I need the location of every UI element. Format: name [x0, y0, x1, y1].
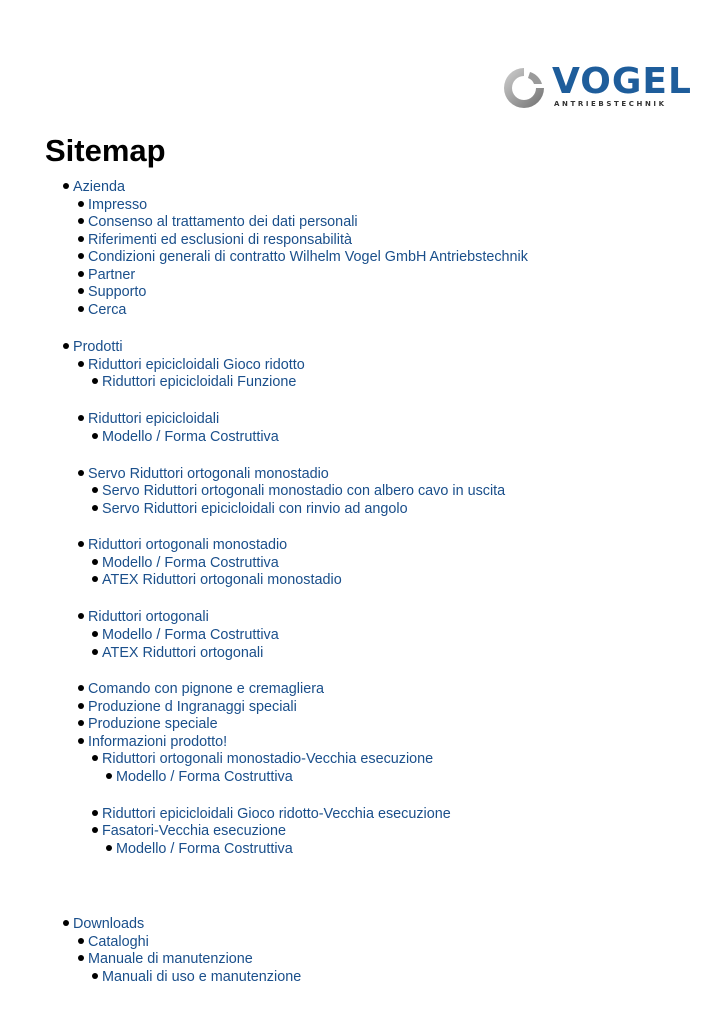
sitemap-item — [92, 428, 279, 446]
logo-tagline: ANTRIEBSTECHNIK — [554, 100, 667, 108]
sitemap-item — [92, 626, 279, 644]
sitemap-item — [78, 231, 352, 249]
sitemap-item — [78, 248, 528, 266]
bullet-icon — [92, 505, 98, 511]
sitemap-item — [78, 196, 147, 214]
bullet-icon — [78, 738, 84, 744]
bullet-icon — [63, 183, 69, 189]
sitemap-link[interactable]: Servo Riduttori ortogonali monostadio con albero cavo in uscita — [102, 483, 506, 499]
bullet-icon — [106, 773, 112, 779]
bullet-icon — [92, 631, 98, 637]
sitemap-link[interactable]: Manuali di uso e manutenzione — [102, 969, 302, 985]
sitemap-link[interactable]: Modello / Forma Costruttiva — [116, 841, 293, 857]
sitemap-item — [78, 356, 305, 374]
sitemap-item — [92, 482, 505, 500]
sitemap-link[interactable]: Partner — [88, 267, 136, 283]
sitemap-link[interactable]: Downloads — [73, 916, 145, 932]
sitemap-link[interactable]: Produzione d Ingranaggi speciali — [88, 699, 297, 715]
sitemap-link[interactable]: Consenso al trattamento dei dati personali — [88, 214, 358, 230]
bullet-icon — [63, 343, 69, 349]
bullet-icon — [78, 415, 84, 421]
bullet-icon — [78, 955, 84, 961]
sitemap-item — [92, 554, 279, 572]
bullet-icon — [92, 973, 98, 979]
bullet-icon — [92, 487, 98, 493]
sitemap-link[interactable]: Produzione speciale — [88, 716, 218, 732]
bullet-icon — [106, 845, 112, 851]
sitemap-item — [78, 950, 253, 968]
sitemap-item — [92, 822, 286, 840]
sitemap-item — [78, 536, 287, 554]
sitemap-item — [63, 178, 125, 196]
bullet-icon — [92, 559, 98, 565]
sitemap-item — [78, 283, 146, 301]
logo-wordmark: VOGEL — [552, 61, 692, 102]
sitemap-item — [92, 500, 408, 518]
sitemap-item — [78, 301, 126, 319]
sitemap-item — [78, 933, 149, 951]
bullet-icon — [92, 576, 98, 582]
sitemap-link[interactable]: Riduttori ortogonali monostadio — [88, 537, 288, 553]
sitemap-link[interactable]: Cataloghi — [88, 934, 149, 950]
sitemap-link[interactable]: Riduttori ortogonali — [88, 609, 209, 625]
sitemap-link[interactable]: Modello / Forma Costruttiva — [102, 627, 279, 643]
sitemap-item — [78, 680, 324, 698]
bullet-icon — [78, 613, 84, 619]
bullet-icon — [78, 470, 84, 476]
sitemap-link[interactable]: Riferimenti ed esclusioni di responsabilità — [88, 232, 352, 248]
bullet-icon — [92, 810, 98, 816]
sitemap-item — [78, 213, 358, 231]
sitemap-link[interactable]: Modello / Forma Costruttiva — [116, 769, 293, 785]
sitemap-item — [92, 805, 451, 823]
sitemap-link[interactable]: Riduttori epicicloidali Funzione — [102, 374, 297, 390]
sitemap-item — [78, 715, 218, 733]
sitemap-item — [78, 410, 219, 428]
bullet-icon — [78, 236, 84, 242]
sitemap-item — [92, 373, 296, 391]
bullet-icon — [78, 288, 84, 294]
bullet-icon — [92, 755, 98, 761]
sitemap-link[interactable]: Condizioni generali di contratto Wilhelm Vogel GmbH Antriebstechnik — [88, 249, 528, 265]
sitemap-link[interactable]: Cerca — [88, 302, 127, 318]
bullet-icon — [78, 938, 84, 944]
sitemap-link[interactable]: Modello / Forma Costruttiva — [102, 555, 279, 571]
sitemap-link[interactable]: Fasatori-Vecchia esecuzione — [102, 823, 286, 839]
sitemap-link[interactable]: Servo Riduttori epicicloidali con rinvio ad angolo — [102, 501, 408, 517]
sitemap-item — [92, 644, 263, 662]
sitemap-item — [63, 915, 144, 933]
sitemap-link[interactable]: Comando con pignone e cremagliera — [88, 681, 324, 697]
sitemap-link[interactable]: Servo Riduttori ortogonali monostadio — [88, 466, 329, 482]
vogel-logo-swirl-icon — [500, 64, 548, 112]
bullet-icon — [78, 253, 84, 259]
sitemap-item — [92, 750, 433, 768]
sitemap-link[interactable]: Riduttori epicicloidali — [88, 411, 220, 427]
bullet-icon — [78, 201, 84, 207]
sitemap-item — [92, 571, 342, 589]
sitemap-item — [106, 768, 293, 786]
page-title: Sitemap — [45, 133, 166, 168]
bullet-icon — [78, 271, 84, 277]
sitemap-link[interactable]: Informazioni prodotto! — [88, 734, 228, 750]
bullet-icon — [78, 361, 84, 367]
sitemap-item — [92, 968, 301, 986]
sitemap-item — [63, 338, 123, 356]
sitemap-link[interactable]: Supporto — [88, 284, 147, 300]
sitemap-item — [78, 266, 135, 284]
sitemap-item — [78, 465, 329, 483]
vogel-logo[interactable] — [500, 61, 692, 112]
sitemap-item — [78, 608, 209, 626]
bullet-icon — [92, 827, 98, 833]
sitemap-item — [78, 733, 227, 751]
bullet-icon — [78, 541, 84, 547]
bullet-icon — [78, 306, 84, 312]
sitemap-link[interactable]: ATEX Riduttori ortogonali — [102, 645, 264, 661]
sitemap-link[interactable]: Azienda — [73, 179, 126, 195]
sitemap-item — [78, 698, 297, 716]
bullet-icon — [92, 433, 98, 439]
sitemap-link[interactable]: Modello / Forma Costruttiva — [102, 429, 279, 445]
sitemap-item — [106, 840, 293, 858]
bullet-icon — [78, 720, 84, 726]
bullet-icon — [92, 649, 98, 655]
bullet-icon — [92, 378, 98, 384]
sitemap-link[interactable]: Riduttori epicicloidali Gioco ridotto — [88, 357, 305, 373]
bullet-icon — [78, 685, 84, 691]
sitemap-link[interactable]: Manuale di manutenzione — [88, 951, 253, 967]
sitemap-link[interactable]: Riduttori epicicloidali Gioco ridotto-Vecchia esecuzione — [102, 806, 451, 822]
bullet-icon — [78, 218, 84, 224]
bullet-icon — [78, 703, 84, 709]
sitemap-link[interactable]: Impresso — [88, 197, 148, 213]
sitemap-link[interactable]: Riduttori ortogonali monostadio-Vecchia esecuzione — [102, 751, 434, 767]
sitemap-link[interactable]: Prodotti — [73, 339, 123, 355]
sitemap-link[interactable]: ATEX Riduttori ortogonali monostadio — [102, 572, 342, 588]
bullet-icon — [63, 920, 69, 926]
